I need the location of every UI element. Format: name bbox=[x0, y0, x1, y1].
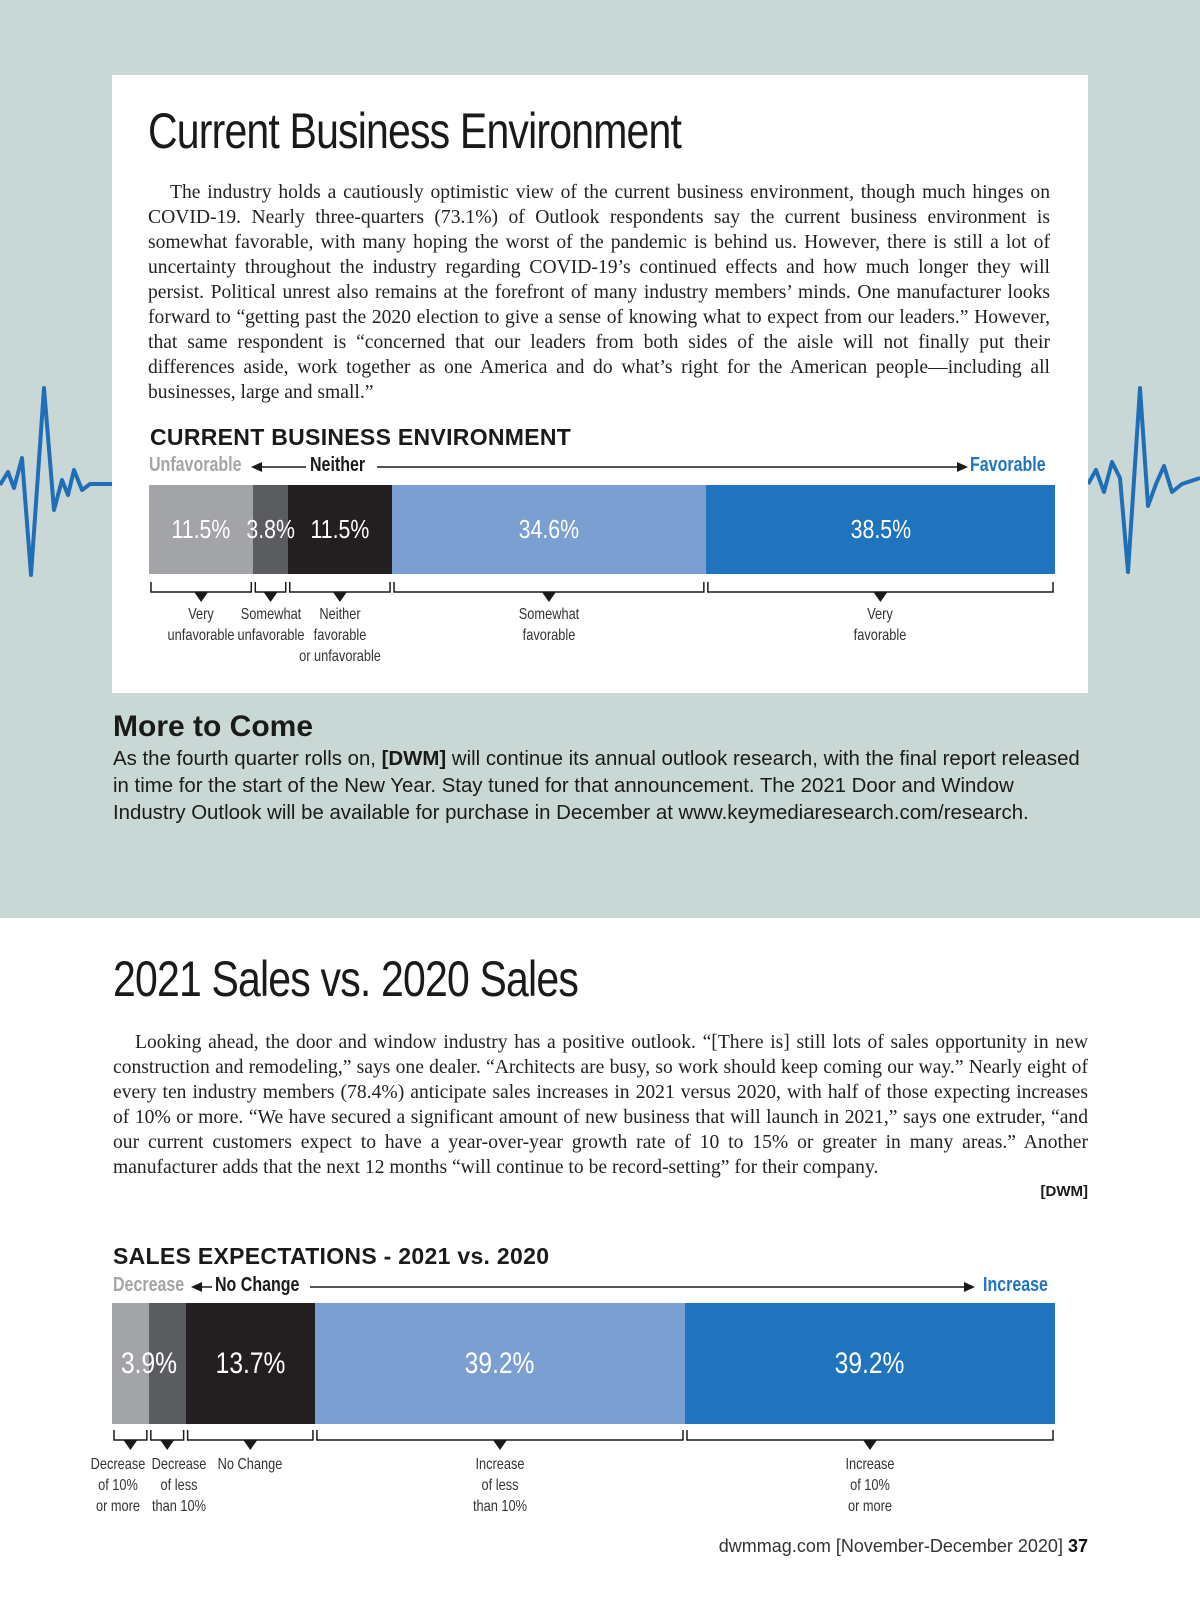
category-label-1: Very unfavorable bbox=[167, 606, 235, 644]
bar-segment-5 bbox=[685, 1303, 1055, 1424]
chart2-axis-arrows bbox=[0, 1275, 1200, 1299]
category-label-3: No Change bbox=[217, 1456, 283, 1473]
chart1-title: CURRENT BUSINESS ENVIRONMENT bbox=[150, 424, 572, 450]
more-heading: More to Come bbox=[113, 710, 314, 743]
pointer-3 bbox=[333, 592, 347, 602]
pointer-1 bbox=[194, 592, 208, 602]
bar-value-label: 38.5% bbox=[850, 514, 911, 544]
chart2-title: SALES EXPECTATIONS - 2021 vs. 2020 bbox=[113, 1243, 550, 1269]
bar-value-label: 39.2% bbox=[465, 1346, 535, 1380]
environment-paragraph-text: The industry holds a cautiously optimistic view of the current business environment, though much hinges on COVID-19. Nearly three-quarters (73.1%) of Outlook respondents say the current business environment is somewhat favorable, with many hoping the worst of the pandemic is behind us. However, there is still a lot of uncertainty throughout the industry regarding COVID-19’s continued effects and how much longer they will persist. Political unrest also remains at the forefront of many industry members’ minds. One manufacturer looks forward to “getting past the 2020 election to give a sense of knowing what to expect from our leaders.” However, that same respondent is “concerned that our leaders from both sides of the aisle will not finally put their differences aside, work together as one America and do what’s right for the American people—including all businesses, large and small.” bbox=[148, 182, 1050, 403]
chart2-axis-right: Increase bbox=[983, 1274, 1048, 1296]
pointer-1 bbox=[123, 1440, 137, 1450]
bar-value-label: 3.9% bbox=[120, 1346, 177, 1380]
footer-site: dwmmag.com bbox=[718, 1536, 831, 1556]
bracket-4 bbox=[317, 1430, 683, 1440]
chart1-axis-left: Unfavorable bbox=[149, 454, 242, 476]
category-label-5: Very favorable bbox=[854, 606, 907, 644]
category-label-2: Somewhat unfavorable bbox=[237, 606, 304, 644]
page-footer bbox=[719, 1536, 1088, 1557]
bar-segment-3 bbox=[186, 1303, 315, 1424]
bracket-1 bbox=[114, 1430, 147, 1440]
chart1-bar bbox=[149, 485, 1055, 574]
page-number: 37 bbox=[1067, 1536, 1088, 1556]
chart2-axis-left: Decrease bbox=[113, 1274, 185, 1296]
chart2-bar bbox=[112, 1303, 1055, 1424]
bracket-5 bbox=[708, 582, 1053, 592]
bar-value-label: 11.5% bbox=[171, 514, 231, 544]
pointer-2 bbox=[160, 1440, 174, 1450]
section-heading-environment: Current Business Environment bbox=[148, 103, 682, 159]
more-text-bold: [DWM] bbox=[381, 748, 447, 770]
bar-segment-5 bbox=[706, 485, 1055, 574]
bracket-5 bbox=[687, 1430, 1053, 1440]
category-label-4: Somewhat favorable bbox=[518, 606, 580, 644]
bar-value-label: 11.5% bbox=[310, 514, 370, 544]
category-label-5: Increase of 10% or more bbox=[845, 1456, 895, 1515]
category-label-2: Decrease of less than 10% bbox=[151, 1456, 207, 1515]
bar-segment-4 bbox=[315, 1303, 685, 1424]
pulse-line-right bbox=[1088, 380, 1200, 580]
chart1-axis-right: Favorable bbox=[970, 454, 1046, 476]
bar-value-label: 39.2% bbox=[835, 1346, 905, 1380]
category-label-4: Increase of less than 10% bbox=[472, 1456, 527, 1515]
category-label-3: Neither favorable or unfavorable bbox=[298, 606, 381, 665]
chart2-axis-mid: No Change bbox=[215, 1274, 300, 1296]
pointer-5 bbox=[873, 592, 887, 602]
sales-paragraph-text: Looking ahead, the door and window industry has a positive outlook. “[There is] still lots of sales opportunity in new construction and remodeling,” says one dealer. “Architects are busy, so work should keep coming our way.” Nearly eight of every ten industry members (78.4%) anticipate sales increases in 2021 versus 2020, with half of those expecting increases of 10% or more. “We have secured a significant amount of new business that will launch in 2021,” says one extruder, “and our current customers expect to have a year-over-year growth rate of 10 to 15% or greater in many areas.” Another manufacturer adds that the next 12 months “will continue to be record-setting” for their company. bbox=[113, 1032, 1088, 1178]
bar-segment-1 bbox=[149, 485, 253, 574]
pointer-3 bbox=[243, 1440, 257, 1450]
more-text-after: will continue its annual outlook research, with the final report released in time for the start of the New Year. Stay tuned for that announcement. The 2021 Door and Window Industry Outlook will be available for purchase in December at www.keymediaresearch.com/research. bbox=[113, 748, 1080, 824]
bracket-1 bbox=[151, 582, 251, 592]
footer-issue: [November-December 2020] bbox=[835, 1536, 1063, 1556]
sales-paragraph bbox=[113, 1030, 1088, 1180]
pointer-2 bbox=[264, 592, 278, 602]
bar-segment-4 bbox=[392, 485, 706, 574]
pointer-4 bbox=[493, 1440, 507, 1450]
more-paragraph bbox=[113, 746, 1088, 827]
pulse-line-left bbox=[0, 380, 112, 580]
bar-segment-2 bbox=[246, 485, 295, 574]
pointer-5 bbox=[863, 1440, 877, 1450]
sales-signature: [DWM] bbox=[1040, 1183, 1088, 1200]
bracket-2 bbox=[255, 582, 285, 592]
bar-value-label: 3.8% bbox=[246, 514, 295, 544]
category-label-1: Decrease of 10% or more bbox=[91, 1456, 146, 1515]
bracket-2 bbox=[151, 1430, 184, 1440]
bar-segment-3 bbox=[288, 485, 392, 574]
bracket-4 bbox=[394, 582, 704, 592]
pointer-4 bbox=[542, 592, 556, 602]
bar-value-label: 13.7% bbox=[215, 1346, 286, 1380]
bracket-3 bbox=[188, 1430, 313, 1440]
chart1-axis-arrows bbox=[0, 455, 1200, 479]
section-heading-sales: 2021 Sales vs. 2020 Sales bbox=[113, 951, 579, 1007]
bar-value-label: 34.6% bbox=[518, 514, 580, 544]
more-text-before: As the fourth quarter rolls on, bbox=[113, 748, 382, 770]
environment-paragraph bbox=[148, 180, 1050, 405]
chart1-axis-mid: Neither bbox=[310, 454, 366, 476]
bracket-3 bbox=[290, 582, 390, 592]
